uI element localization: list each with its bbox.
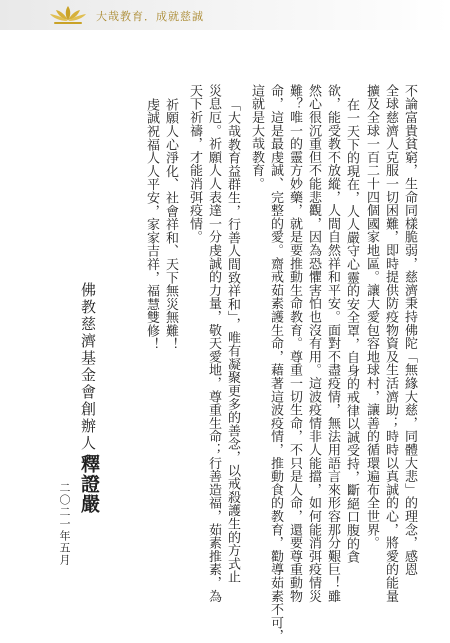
text-column: 在一天下的現在，人人嚴守心靈的安全罩，自身的戒律以誠受持，斷絕口腹的貪 bbox=[344, 98, 359, 564]
text-column: 不論富貴貧窮，生命同樣脆弱，慈濟秉持佛陀「無緣大慈，同體大悲」的理念，感恩 bbox=[402, 84, 417, 577]
text-column: 欲，能受教不放縱，人間自然祥和平安。面對不盡疫情，無法用語言來形容那分艱巨！雖 bbox=[325, 84, 340, 603]
lotus-logo-icon bbox=[48, 5, 88, 25]
text-column: 命，這是最虔誠、完整的愛。齋戒茹素護生命，藉著這波疫情，推動食的教育，勸導茹素不可， bbox=[268, 84, 283, 643]
text-column: 「大哉教育益群生，行善人間致祥和」，唯有凝聚更多的善念，以戒殺護生的方式止 bbox=[225, 98, 240, 584]
header-title: 大哉教育．成就慈誠 bbox=[96, 10, 204, 23]
signature-date: 二〇二一年五月 bbox=[58, 482, 71, 566]
text-column: 災息厄。祈願人人表達一分虔誠的力量，敬天愛地，尊重生命；行善造福，茹素推素，為 bbox=[206, 84, 221, 603]
signature-organization: 佛教慈濟基金會創辦人 bbox=[79, 282, 97, 452]
text-column: 虔誠祝福人人平安，家家吉祥，福慧雙修！ bbox=[144, 98, 159, 351]
text-column: 難？唯一的靈方妙藥，就是要推動生命教育。尊重一切生命，不只是人命，還要尊重動物 bbox=[287, 84, 302, 603]
text-column: 然心很沉重但不能悲觀，因為恐懼害怕也沒有用。這波疫情非人能擋，如何能消弭疫情災 bbox=[306, 84, 321, 603]
letter-body bbox=[0, 34, 450, 643]
text-column: 這就是大哉教育。 bbox=[249, 84, 264, 191]
signature-name: 釋證嚴 bbox=[78, 454, 100, 514]
header-bar bbox=[0, 0, 450, 30]
text-column: 天下祈禱，才能消弭疫情。 bbox=[187, 84, 202, 244]
text-column: 擴及全球一百二十四個國家地區。讓大愛包容地球村，讓善的循環遍布全世界。 bbox=[364, 84, 379, 550]
text-column: 祈願人心淨化、社會祥和、天下無災無難！ bbox=[163, 98, 178, 351]
text-column: 全球慈濟人克服一切困難，即時提供防疫物資及生活濟助；時時以真誠的心，將愛的能量 bbox=[383, 84, 398, 603]
